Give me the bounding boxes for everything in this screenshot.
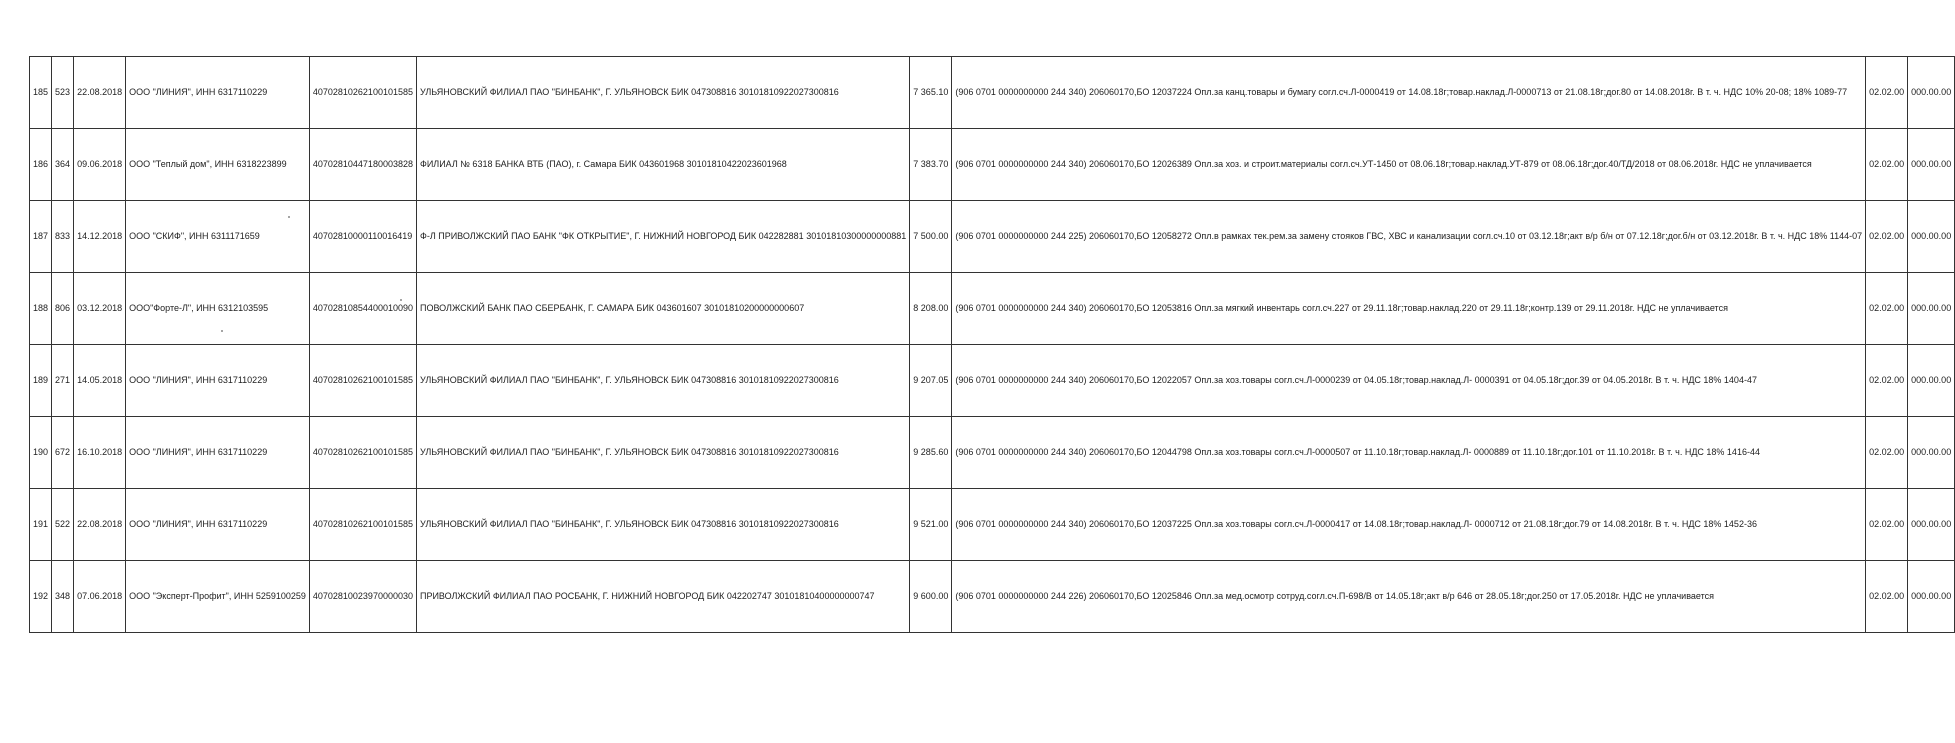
payee-name: ООО "ЛИНИЯ", ИНН 6317110229: [126, 489, 310, 561]
payment-amount: 7 500.00: [910, 201, 952, 273]
code-two: 000.00.00: [1908, 561, 1955, 633]
payments-table-body: [30, 57, 1955, 633]
payment-amount: 9 207.05: [910, 345, 952, 417]
code-one: 02.02.00: [1866, 345, 1908, 417]
payment-amount: 9 600.00: [910, 561, 952, 633]
payment-purpose: (906 0701 0000000000 244 340) 206060170,БО 12037224 Опл.за канц.товары и бумагу согл.сч.Л-0000419 от 14.08.18г;товар.наклад.Л-0000713 от 21.08.18г;дог.80 от 14.08.2018г. В т. ч. НДС 10% 20-08; 18% 1089-77: [952, 57, 1866, 129]
payee-name: ООО"Форте-Л", ИНН 6312103595: [126, 273, 310, 345]
document-number: 806: [52, 273, 74, 345]
payee-bank: ПРИВОЛЖСКИЙ ФИЛИАЛ ПАО РОСБАНК, Г. НИЖНИЙ НОВГОРОД БИК 042202747 30101810400000000747: [416, 561, 909, 633]
document-number: 672: [52, 417, 74, 489]
row-number: 190: [30, 417, 52, 489]
payee-account: 40702810262100101585: [309, 417, 416, 489]
row-number: 191: [30, 489, 52, 561]
code-one: 02.02.00: [1866, 129, 1908, 201]
code-two: 000.00.00: [1908, 345, 1955, 417]
table-row: [30, 417, 1955, 489]
code-one: 02.02.00: [1866, 201, 1908, 273]
payment-date: 09.06.2018: [74, 129, 126, 201]
document-number: 833: [52, 201, 74, 273]
payee-bank: ПОВОЛЖСКИЙ БАНК ПАО СБЕРБАНК, Г. САМАРА БИК 043601607 30101810200000000607: [416, 273, 909, 345]
row-number: 188: [30, 273, 52, 345]
code-two: 000.00.00: [1908, 129, 1955, 201]
table-row: [30, 273, 1955, 345]
payee-bank: УЛЬЯНОВСКИЙ ФИЛИАЛ ПАО "БИНБАНК", Г. УЛЬЯНОВСК БИК 047308816 30101810922027300816: [416, 57, 909, 129]
payee-name: ООО "СКИФ", ИНН 6311171659: [126, 201, 310, 273]
scan-speck: [288, 216, 290, 218]
payment-amount: 9 285.60: [910, 417, 952, 489]
code-two: 000.00.00: [1908, 273, 1955, 345]
document-number: 271: [52, 345, 74, 417]
payee-account: 40702810000110016419: [309, 201, 416, 273]
row-number: 192: [30, 561, 52, 633]
table-row: [30, 201, 1955, 273]
payee-bank: УЛЬЯНОВСКИЙ ФИЛИАЛ ПАО "БИНБАНК", Г. УЛЬЯНОВСК БИК 047308816 30101810922027300816: [416, 489, 909, 561]
code-one: 02.02.00: [1866, 417, 1908, 489]
document-number: 364: [52, 129, 74, 201]
payee-name: ООО "Теплый дом", ИНН 6318223899: [126, 129, 310, 201]
row-number: 189: [30, 345, 52, 417]
scan-speck: [221, 330, 223, 332]
payee-name: ООО "ЛИНИЯ", ИНН 6317110229: [126, 417, 310, 489]
payment-purpose: (906 0701 0000000000 244 340) 206060170,БО 12026389 Опл.за хоз. и строит.материалы согл.сч.УТ-1450 от 08.06.18г;товар.наклад.УТ-879 от 08.06.18г;дог.40/ТД/2018 от 08.06.2018г. НДС не уплачивается: [952, 129, 1866, 201]
payee-bank: УЛЬЯНОВСКИЙ ФИЛИАЛ ПАО "БИНБАНК", Г. УЛЬЯНОВСК БИК 047308816 30101810922027300816: [416, 417, 909, 489]
code-one: 02.02.00: [1866, 561, 1908, 633]
payment-date: 22.08.2018: [74, 57, 126, 129]
table-row: [30, 561, 1955, 633]
code-two: 000.00.00: [1908, 57, 1955, 129]
payment-purpose: (906 0701 0000000000 244 340) 206060170,БО 12037225 Опл.за хоз.товары согл.сч.Л-0000417 от 14.08.18г;товар.наклад.Л- 0000712 от 21.08.18г;дог.79 от 14.08.2018г. В т. ч. НДС 18% 1452-36: [952, 489, 1866, 561]
payee-account: 40702810262100101585: [309, 345, 416, 417]
payments-table: [29, 56, 1955, 633]
payment-amount: 9 521.00: [910, 489, 952, 561]
payee-account: 40702810262100101585: [309, 489, 416, 561]
row-number: 185: [30, 57, 52, 129]
document-number: 348: [52, 561, 74, 633]
code-one: 02.02.00: [1866, 489, 1908, 561]
payment-purpose: (906 0701 0000000000 244 226) 206060170,БО 12025846 Опл.за мед.осмотр сотруд.согл.сч.П-698/В от 14.05.18г;акт в/р 646 от 28.05.18г;дог.250 от 17.05.2018г. НДС не уплачивается: [952, 561, 1866, 633]
payment-purpose: (906 0701 0000000000 244 225) 206060170,БО 12058272 Опл.в рамках тек.рем.за замену стояков ГВС, ХВС и канализации согл.сч.10 от 03.12.18г;акт в/р б/н от 07.12.18г;дог.б/н от 03.12.2018г. В т. ч. НДС 18% 1144-07: [952, 201, 1866, 273]
table-row: [30, 129, 1955, 201]
scan-speck: [400, 299, 402, 301]
code-one: 02.02.00: [1866, 57, 1908, 129]
document-number: 522: [52, 489, 74, 561]
code-one: 02.02.00: [1866, 273, 1908, 345]
row-number: 186: [30, 129, 52, 201]
document-number: 523: [52, 57, 74, 129]
payment-date: 14.12.2018: [74, 201, 126, 273]
payment-amount: 7 383.70: [910, 129, 952, 201]
code-two: 000.00.00: [1908, 489, 1955, 561]
payee-name: ООО "ЛИНИЯ", ИНН 6317110229: [126, 345, 310, 417]
payee-name: ООО "Эксперт-Профит", ИНН 5259100259: [126, 561, 310, 633]
table-row: [30, 489, 1955, 561]
payment-date: 03.12.2018: [74, 273, 126, 345]
payee-bank: Ф-Л ПРИВОЛЖСКИЙ ПАО БАНК "ФК ОТКРЫТИЕ", Г. НИЖНИЙ НОВГОРОД БИК 042282881 30101810300000000881: [416, 201, 909, 273]
code-two: 000.00.00: [1908, 201, 1955, 273]
payment-purpose: (906 0701 0000000000 244 340) 206060170,БО 12053816 Опл.за мягкий инвентарь согл.сч.227 от 29.11.18г;товар.наклад.220 от 29.11.18г;контр.139 от 29.11.2018г. НДС не уплачивается: [952, 273, 1866, 345]
table-row: [30, 57, 1955, 129]
payee-bank: УЛЬЯНОВСКИЙ ФИЛИАЛ ПАО "БИНБАНК", Г. УЛЬЯНОВСК БИК 047308816 30101810922027300816: [416, 345, 909, 417]
payee-bank: ФИЛИАЛ № 6318 БАНКА ВТБ (ПАО), г. Самара БИК 043601968 30101810422023601968: [416, 129, 909, 201]
payee-account: 40702810262100101585: [309, 57, 416, 129]
payment-date: 07.06.2018: [74, 561, 126, 633]
payment-date: 14.05.2018: [74, 345, 126, 417]
payment-date: 22.08.2018: [74, 489, 126, 561]
payee-account: 40702810447180003828: [309, 129, 416, 201]
payment-purpose: (906 0701 0000000000 244 340) 206060170,БО 12022057 Опл.за хоз.товары согл.сч.Л-0000239 от 04.05.18г;товар.наклад.Л- 0000391 от 04.05.18г;дог.39 от 04.05.2018г. В т. ч. НДС 18% 1404-47: [952, 345, 1866, 417]
payment-date: 16.10.2018: [74, 417, 126, 489]
payee-account: 40702810854400010090: [309, 273, 416, 345]
payment-amount: 8 208.00: [910, 273, 952, 345]
payment-purpose: (906 0701 0000000000 244 340) 206060170,БО 12044798 Опл.за хоз.товары согл.сч.Л-0000507 от 11.10.18г;товар.наклад.Л- 0000889 от 11.10.18г;дог.101 от 11.10.2018г. В т. ч. НДС 18% 1416-44: [952, 417, 1866, 489]
payment-amount: 7 365.10: [910, 57, 952, 129]
row-number: 187: [30, 201, 52, 273]
payee-name: ООО "ЛИНИЯ", ИНН 6317110229: [126, 57, 310, 129]
code-two: 000.00.00: [1908, 417, 1955, 489]
table-row: [30, 345, 1955, 417]
payee-account: 40702810023970000030: [309, 561, 416, 633]
